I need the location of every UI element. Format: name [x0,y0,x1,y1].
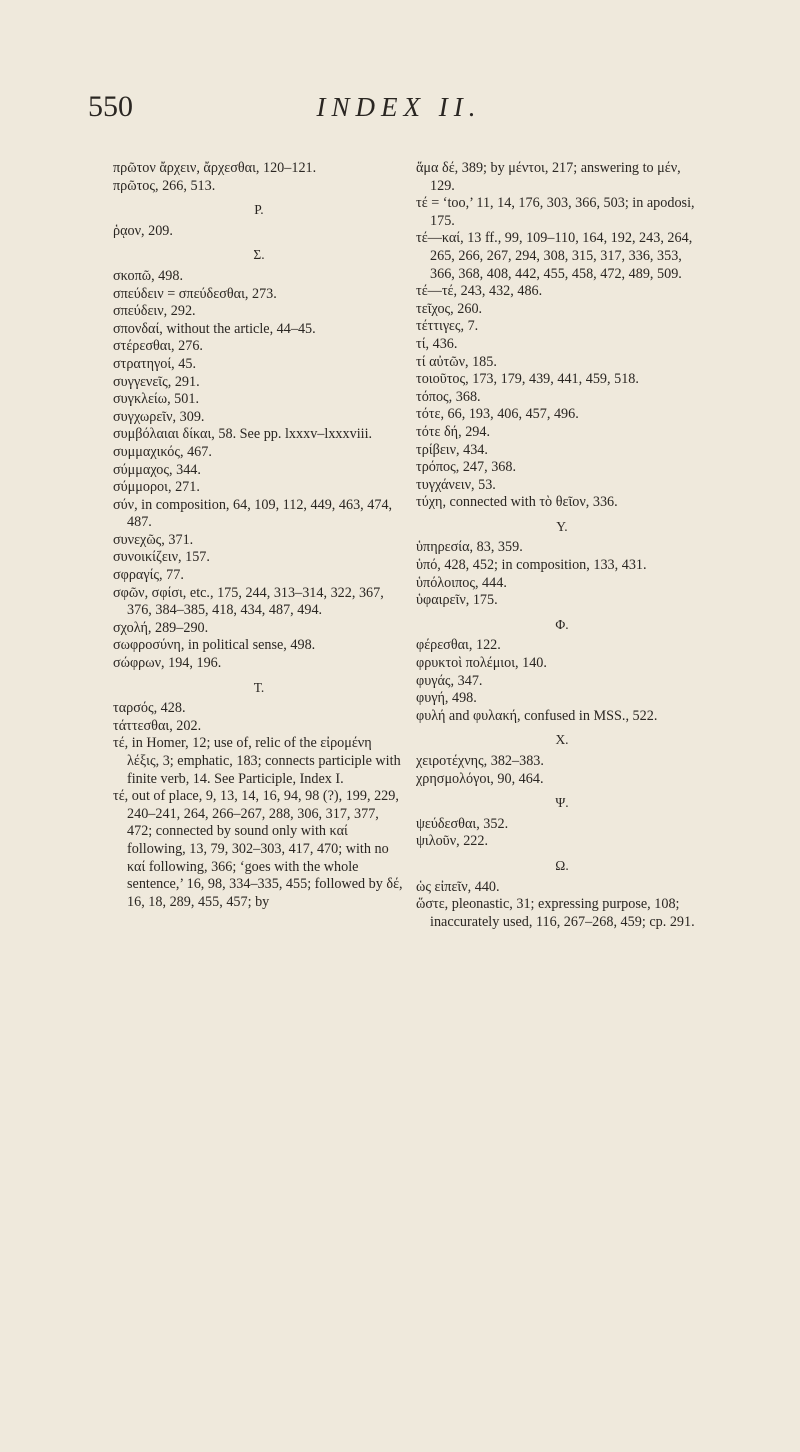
index-entry: ὑπό, 428, 452; in composition, 133, 431. [416,557,647,574]
index-entry: ὑπηρεσία, 83, 359. [416,539,523,556]
section-letter: Y. [556,518,568,534]
index-entry: σύμμαχος, 344. [113,461,201,478]
index-entry: συνεχῶς, 371. [113,531,194,548]
index-entry: χρησμολόγοι, 90, 464. [416,770,544,787]
index-entry: φυγάς, 347. [416,672,483,689]
index-entry: τρόπος, 247, 368. [416,459,517,476]
index-entry: τί αὐτῶν, 185. [416,353,497,370]
index-entry: σύμμοροι, 271. [113,479,200,496]
index-entry: χειροτέχνης, 382–383. [416,753,544,769]
index-entry: τοιοῦτος, 173, 179, 439, 441, 459, 518. [416,371,639,388]
index-entry: συγκλείω, 501. [113,391,200,408]
section-letter: Ψ. [555,795,569,811]
index-entry: φρυκτοὶ πολέμιοι, 140. [416,655,547,672]
index-entry: συγχωρεῖν, 309. [113,408,205,425]
index-entry: τέ—τέ, 243, 432, 486. [416,283,543,300]
index-entry: σκοπῶ, 498. [113,267,184,284]
index-entry: ὑφαιρεῖν, 175. [416,592,498,609]
index-entry: συνοικίζειν, 157. [113,549,210,566]
index-entry: σχολή, 289–290. [113,619,209,636]
index-entry: τεῖχος, 260. [416,300,483,317]
index-entry: ψεύδεσθαι, 352. [416,815,509,832]
index-entry: ἅμα δέ, 389; by μέντοι, 217; answering to μέν, 129. [416,160,681,194]
section-letter: T. [253,679,265,695]
index-entry: τέ, out of place, 9, 13, 14, 16, 94, 98 (?), 199, 229, 240–241, 264, 266–267, 288, 306, 317, 377, 472; connected by sound only with καί following, 13, 79, 302–303, 417, 470; with no καί following, 366; ‘goes with the whole sentence,’ 16, 98, 334–335, 455; followed by δέ, 16, 18, 289, 455, 457; by [113,788,403,910]
page-header [88,90,710,130]
index-entry: τί, 436. [416,335,458,352]
index-entry: πρῶτος, 266, 513. [113,177,216,194]
index-entry: σωφροσύνη, in political sense, 498. [113,637,316,654]
index-entry: σπεύδειν = σπεύδεσθαι, 273. [113,285,277,302]
index-entry: τότε, 66, 193, 406, 457, 496. [416,406,579,423]
index-entry: ὥστε, pleonastic, 31; expressing purpose, 108; inaccurately used, 116, 267–268, 459; cp. 291. [416,896,695,930]
section-letter: X. [555,732,569,748]
index-entry: τέ, in Homer, 12; use of, relic of the εἰρομένη λέξις, 3; emphatic, 183; connects participle with finite verb, 14. See Participle, Index I. [113,735,401,787]
index-entry: συγγενεῖς, 291. [113,373,200,390]
index-entry: φέρεσθαι, 122. [416,637,501,654]
index-entry: τρίβειν, 434. [416,441,488,458]
index-entry: τότε δή, 294. [416,423,491,440]
section-letter: P. [254,202,264,218]
left-column [113,160,405,911]
index-entry: τυγχάνειν, 53. [416,476,496,493]
index-entry: ψιλοῦν, 222. [416,833,489,850]
index-entry: τέττιγες, 7. [416,318,479,335]
index-entry: τέ—καί, 13 ff., 99, 109–110, 164, 192, 243, 264, 265, 266, 267, 294, 308, 315, 317, 336, 353, 366, 368, 408, 442, 455, 458, 472, 489, 509. [416,230,693,282]
index-entry: ὡς εἰπεῖν, 440. [416,878,500,895]
index-entry: πρῶτον ἄρχειν, ἄρχεσθαι, 120–121. [113,160,317,176]
index-entry: τόπος, 368. [416,388,481,405]
section-letter: Σ. [253,247,265,263]
index-entry: συμμαχικός, 467. [113,443,212,460]
index-entry: ὑπόλοιπος, 444. [416,574,507,591]
index-entry: συμβόλαιαι δίκαι, 58. See pp. lxxxv–lxxxviii. [113,426,373,443]
index-entry: σύν, in composition, 64, 109, 112, 449, 463, 474, 487. [113,496,393,531]
index-entry: στέρεσθαι, 276. [113,338,203,355]
index-entry: ῥᾳον, 209. [113,222,173,239]
index-columns [113,160,698,1400]
index-entry: σφῶν, σφίσι, etc., 175, 244, 313–314, 322, 367, 376, 384–385, 418, 434, 487, 494. [113,584,384,619]
section-letter: Φ. [555,616,569,632]
index-entry: σφραγίς, 77. [113,567,184,584]
index-entry: τάττεσθαι, 202. [113,717,202,734]
running-head: INDEX II. [316,92,482,122]
index-entry: τύχη, connected with τὸ θεῖον, 336. [416,494,618,511]
index-entry: ταρσός, 428. [113,700,186,717]
index-entry: φυγή, 498. [416,690,477,707]
index-entry: στρατηγοί, 45. [113,355,196,372]
section-letter: Ω. [555,857,569,873]
right-column [416,160,708,931]
index-entry: σπεύδειν, 292. [113,303,196,320]
index-entry: σπονδαί, without the article, 44–45. [113,320,316,337]
page-number: 550 [88,90,133,123]
index-entry: φυλή and φυλακή, confused in MSS., 522. [416,707,658,724]
index-entry: σώφρων, 194, 196. [113,655,222,672]
index-entry: τέ = ‘too,’ 11, 14, 176, 303, 366, 503; in apodosi, 175. [416,195,695,229]
